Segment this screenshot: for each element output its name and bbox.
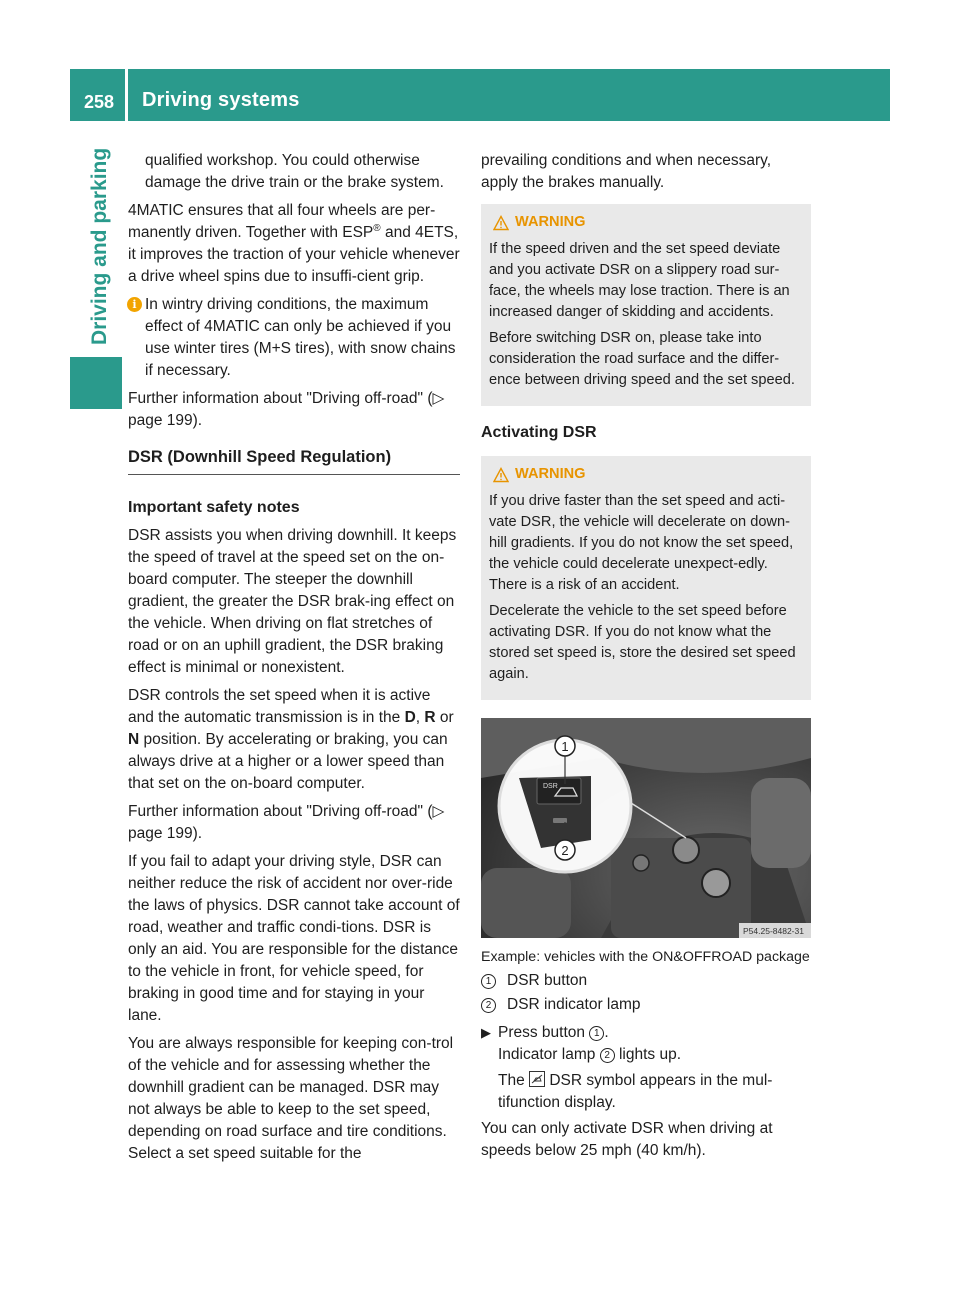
legend-text: DSR button	[507, 972, 588, 989]
paragraph: 4MATIC ensures that all four wheels are per-manently driven. Together with ESP® and 4ETS, it improves the traction of your vehicle whenever a drive wheel spins due to insuffi-cient grip.	[128, 202, 460, 285]
callout-marker: 2	[600, 1048, 615, 1063]
callout-marker: 1	[481, 974, 496, 989]
paragraph: DSR controls the set speed when it is active and the automatic transmission is in the D, R or N position. By accelerating or braking, you can always drive at a higher or a lower speed than that set on the on-board computer.	[128, 687, 454, 792]
page-reference: Further information about "Driving off-road" (▷ page 199).	[128, 390, 445, 429]
warning-triangle-icon	[493, 467, 509, 483]
warning-box	[481, 204, 811, 406]
warning-text: Before switching DSR on, please take into consideration the road surface and the differ-ence between driving speed and the set speed.	[489, 330, 795, 388]
paragraph: DSR assists you when driving downhill. It keeps the speed of travel at the speed set on the on-board computer. The steeper the downhill gradient, the greater the DSR brak-ing effect on the vehicle. When driving on flat stretches of road or on an uphill gradient, the DSR braking effect is minimal or nonexistent.	[128, 527, 457, 676]
warning-text: Decelerate the vehicle to the set speed before activating DSR. If you do not know what the stored set speed is, store the desired set speed again.	[489, 603, 796, 682]
callout-marker: 2	[481, 998, 496, 1013]
warning-triangle-icon	[493, 215, 509, 231]
legend-item	[481, 970, 811, 992]
dsr-symbol-icon	[529, 1071, 545, 1087]
instruction-step: ▶ Press button 1 . Indicator lamp 2 lights up. The DSR symbol appears in the mul-tifunction display.	[481, 1024, 773, 1111]
paragraph: prevailing conditions and when necessary, apply the brakes manually.	[481, 152, 772, 191]
page-number: 258	[84, 92, 115, 112]
paragraph: You can only activate DSR when driving at speeds below 25 mph (40 km/h).	[481, 1120, 773, 1159]
subheading: Activating DSR	[481, 424, 597, 441]
right-column	[481, 150, 811, 1168]
paragraph: If you fail to adapt your driving style, DSR can neither reduce the risk of accident nor over-ride the laws of physics. DSR cannot take account of road, weather and traffic condi-tions. DSR is only an aid. You are responsible for the distance to the vehicle in front, for vehicle speed, for braking in good time and for staying in your lane.	[128, 853, 460, 1024]
section-title: DSR (Downhill Speed Regulation)	[128, 446, 460, 475]
chapter-title: Driving systems	[142, 89, 300, 111]
warning-box	[481, 456, 811, 700]
info-note	[128, 294, 460, 382]
console-illustration	[481, 718, 811, 938]
center-console-photo	[481, 718, 811, 938]
image-code: P54.25-8482-31	[743, 926, 804, 936]
left-column	[128, 150, 460, 1171]
warning-text: If you drive faster than the set speed and acti-vate DSR, the vehicle will decelerate on down-hill gradients. If you do not know the set speed, the vehicle could decelerate unexpect-edly. There is a risk of an accident.	[489, 493, 794, 593]
side-tab-label: Driving and parking	[88, 147, 111, 345]
image-caption: Example: vehicles with the ON&OFFROAD package	[481, 949, 810, 965]
legend-text: DSR indicator lamp	[507, 996, 641, 1013]
legend-item	[481, 994, 811, 1016]
header-divider	[125, 69, 128, 121]
svg-text:DSR: DSR	[543, 783, 558, 790]
page-header	[70, 69, 890, 121]
callout-1: 1	[561, 739, 569, 754]
side-tab-block	[70, 357, 122, 409]
arrow-right-icon: ▶	[481, 1025, 491, 1040]
subheading: Important safety notes	[128, 499, 300, 516]
warning-header: WARNING	[489, 212, 803, 233]
callout-marker: 1	[589, 1026, 604, 1041]
info-icon: i	[127, 297, 142, 312]
warning-text: If the speed driven and the set speed deviate and you activate DSR on a slippery road sur-face, the wheels may lose traction. There is an increased danger of skidding and accidents.	[489, 241, 790, 320]
page-reference: Further information about "Driving off-road" (▷ page 199).	[128, 803, 445, 842]
warning-header: WARNING	[489, 464, 803, 485]
callout-2: 2	[561, 843, 569, 858]
paragraph: qualified workshop. You could otherwise damage the drive train or the brake system.	[145, 152, 444, 191]
registered-mark: ®	[373, 222, 381, 234]
info-text: In wintry driving conditions, the maximum effect of 4MATIC can only be achieved if you use winter tires (M+S tires), with snow chains if necessary.	[145, 296, 456, 379]
paragraph: You are always responsible for keeping con-trol of the vehicle and for assessing whether the downhill gradient can be managed. DSR may not always be able to keep to the set speed, depending on road surface and tire conditions. Select a set speed suitable for the	[128, 1035, 454, 1162]
